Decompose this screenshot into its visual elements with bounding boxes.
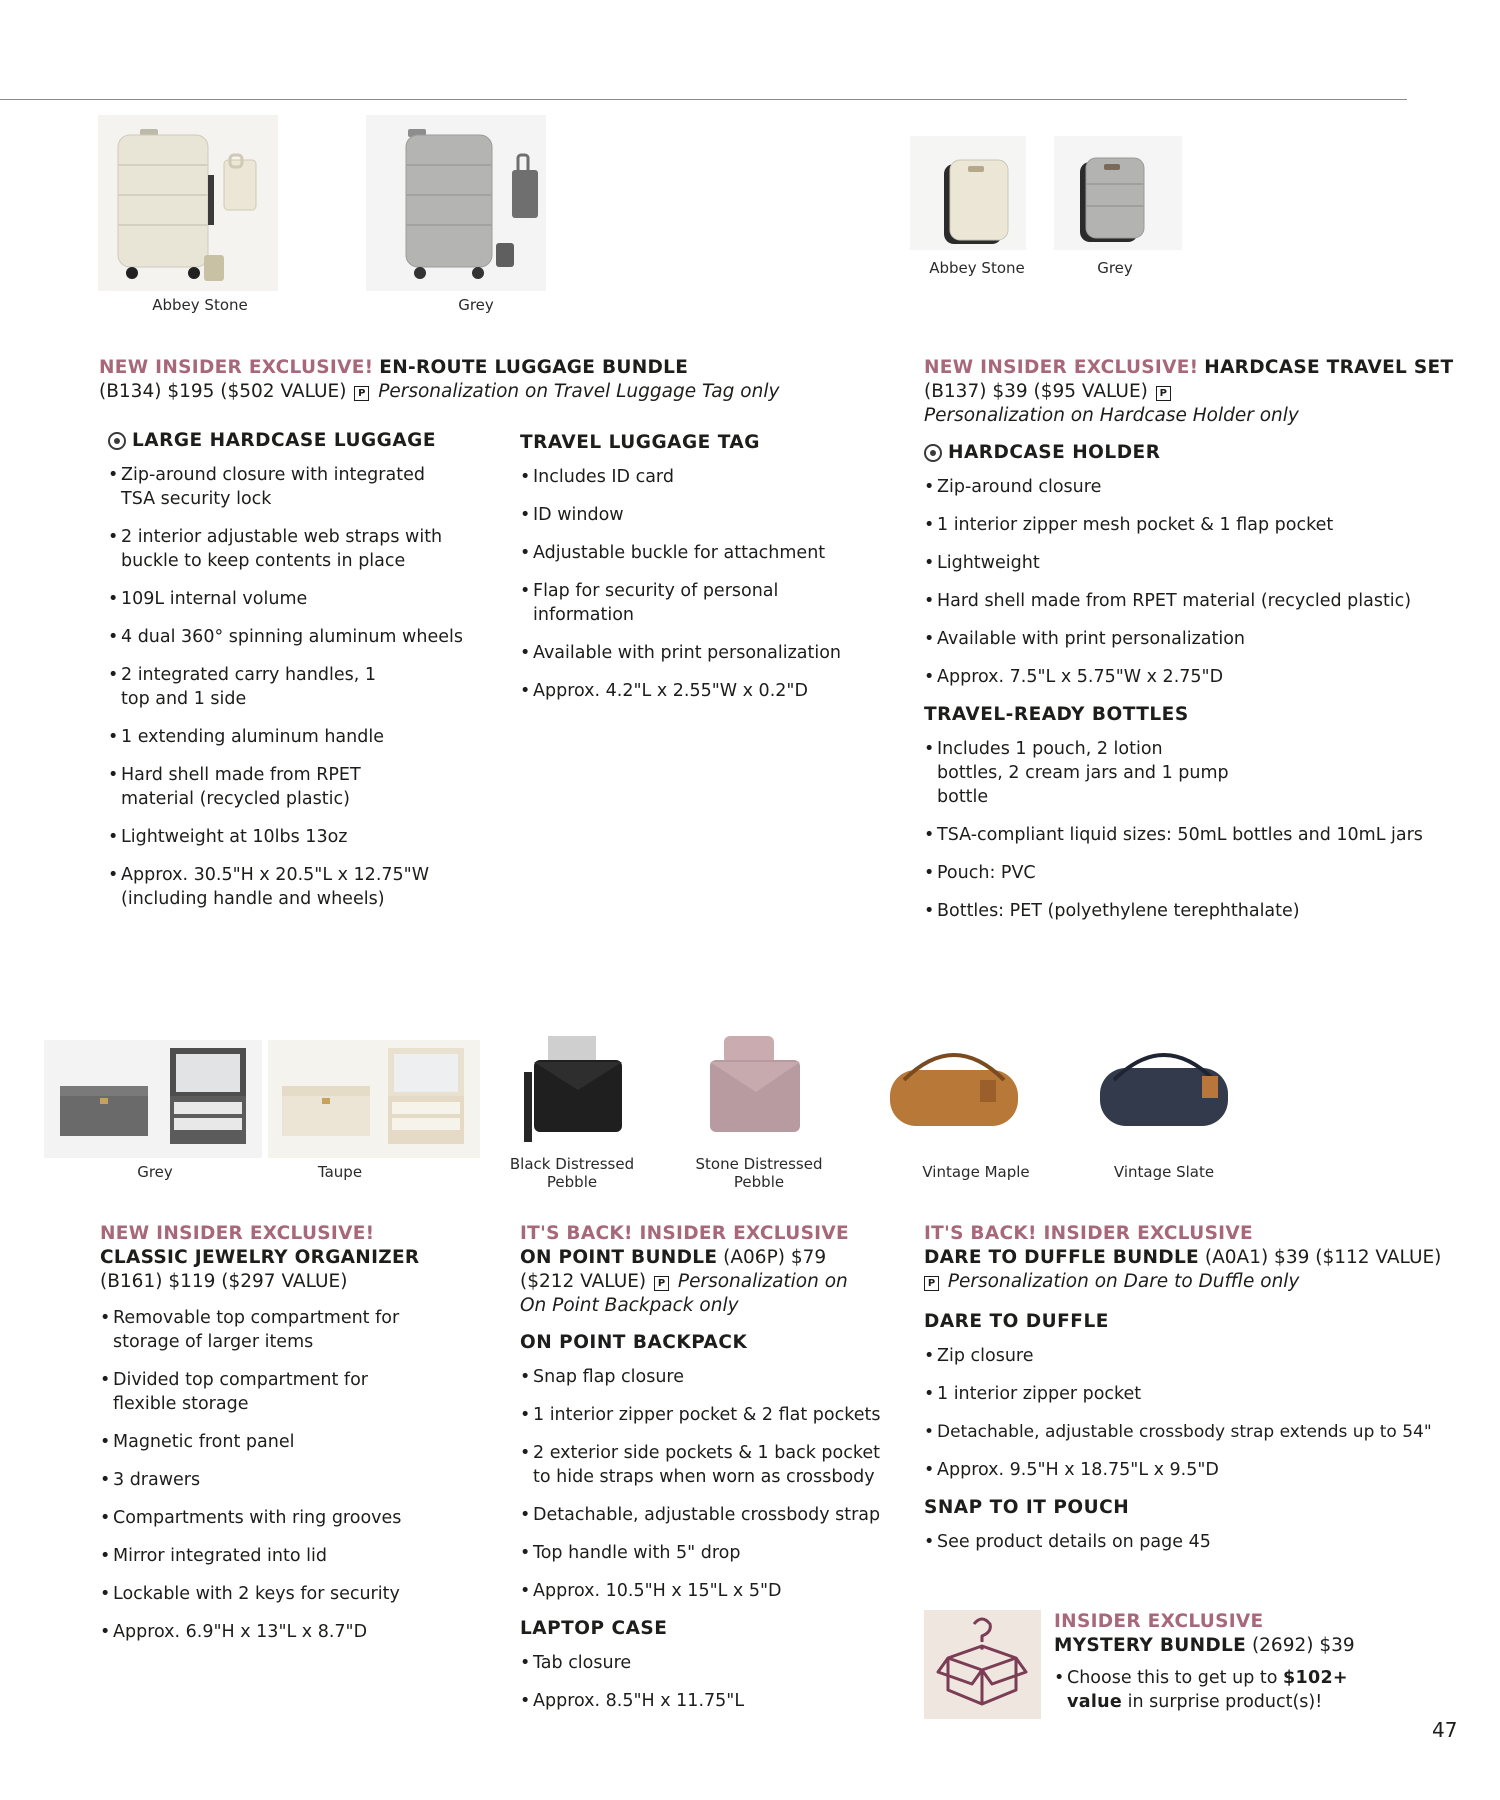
jewelry-code-price: (B161) $119 ($297 VALUE) bbox=[100, 1271, 348, 1292]
jewelry-organizer-section bbox=[100, 1222, 460, 1644]
personalization-icon: P bbox=[1156, 386, 1171, 401]
hardcase-holder-title: HARDCASE HOLDER bbox=[948, 442, 1161, 463]
list-item: • ID window bbox=[520, 503, 880, 527]
mystery-bullet-post: in surprise product(s)! bbox=[1127, 1692, 1323, 1712]
list-item: • Detachable, adjustable crossbody strap bbox=[520, 1503, 890, 1527]
jewelry-taupe-photo bbox=[268, 1040, 480, 1158]
list-item: • Compartments with ring grooves bbox=[100, 1506, 460, 1530]
page-number: 47 bbox=[1432, 1718, 1458, 1742]
duffle-tag: IT'S BACK! INSIDER EXCLUSIVE bbox=[924, 1223, 1253, 1244]
list-item: • Bottles: PET (polyethylene terephthalate) bbox=[924, 899, 1434, 923]
duffle-code-price: (A0A1) $39 ($112 VALUE) bbox=[1204, 1247, 1442, 1268]
large-hardcase-luggage-list bbox=[108, 463, 478, 911]
list-item: • Approx. 9.5"H x 18.75"L x 9.5"D bbox=[924, 1458, 1444, 1482]
luggage-bundle-header bbox=[99, 356, 799, 404]
list-item: • 2 interior adjustable web straps with buckle to keep contents in place bbox=[108, 525, 478, 573]
list-item: • Available with print personalization bbox=[520, 641, 880, 665]
list-item: • Adjustable buckle for attachment bbox=[520, 541, 880, 565]
list-item: • Zip-around closure with integrated TSA security lock bbox=[108, 463, 478, 511]
snap-to-it-pouch-title: SNAP TO IT POUCH bbox=[924, 1497, 1130, 1518]
list-item: • Approx. 4.2"L x 2.55"W x 0.2"D bbox=[520, 679, 880, 703]
on-point-tag: IT'S BACK! INSIDER EXCLUSIVE bbox=[520, 1223, 849, 1244]
duffle-slate-caption: Vintage Slate bbox=[1113, 1163, 1215, 1181]
list-item: • Hard shell made from RPET material (recycled plastic) bbox=[108, 763, 478, 811]
on-point-personalization: Personalization on On Point Backpack only bbox=[520, 1271, 848, 1316]
travel-set-tag: NEW INSIDER EXCLUSIVE! bbox=[924, 357, 1199, 378]
list-item: • 1 interior zipper mesh pocket & 1 flap pocket bbox=[924, 513, 1434, 537]
personalization-icon: P bbox=[654, 1276, 669, 1291]
list-item: • Hard shell made from RPET material (recycled plastic) bbox=[924, 589, 1434, 613]
list-item bbox=[1054, 1666, 1394, 1714]
personalization-icon: P bbox=[354, 386, 369, 401]
backpack-stone-caption: Stone Distressed Pebble bbox=[695, 1155, 823, 1191]
mystery-name: MYSTERY BUNDLE bbox=[1054, 1635, 1247, 1656]
list-item: • 1 interior zipper pocket & 2 flat pockets bbox=[520, 1403, 890, 1427]
list-item: • Lightweight bbox=[924, 551, 1434, 575]
list-item: • Approx. 30.5"H x 20.5"L x 12.75"W (including handle and wheels) bbox=[108, 863, 478, 911]
backpack-black-photo bbox=[516, 1032, 634, 1154]
travel-ready-bottles-title: TRAVEL-READY BOTTLES bbox=[924, 704, 1189, 725]
list-item: • Mirror integrated into lid bbox=[100, 1544, 460, 1568]
travel-luggage-tag-section bbox=[520, 431, 880, 703]
top-rule bbox=[0, 99, 1407, 100]
luggage-abbey-stone-caption: Abbey Stone bbox=[152, 296, 248, 314]
luggage-grey-photo bbox=[366, 115, 546, 291]
mystery-bundle-section bbox=[1054, 1610, 1394, 1714]
mystery-tag: INSIDER EXCLUSIVE bbox=[1054, 1611, 1264, 1632]
jewelry-grey-caption: Grey bbox=[137, 1163, 173, 1181]
list-item: • Includes 1 pouch, 2 lotion bottles, 2 cream jars and 1 pump bottle bbox=[924, 737, 1434, 809]
list-item: • Zip closure bbox=[924, 1344, 1444, 1368]
list-item: • Pouch: PVC bbox=[924, 861, 1434, 885]
jewelry-name: CLASSIC JEWELRY ORGANIZER bbox=[100, 1247, 420, 1268]
luggage-bundle-code-price: (B134) $195 ($502 VALUE) bbox=[99, 381, 347, 402]
backpack-black-caption: Black Distressed Pebble bbox=[509, 1155, 635, 1191]
hardcase-holder-section bbox=[924, 441, 1434, 923]
list-item: • 2 exterior side pockets & 1 back pocket to hide straps when worn as crossbody bbox=[520, 1441, 890, 1489]
list-item: • 1 interior zipper pocket bbox=[924, 1382, 1444, 1406]
luggage-grey-caption: Grey bbox=[458, 296, 494, 314]
list-item: • Tab closure bbox=[520, 1651, 890, 1675]
laptop-case-title: LAPTOP CASE bbox=[520, 1618, 668, 1639]
list-item: • Top handle with 5" drop bbox=[520, 1541, 890, 1565]
list-item: • 109L internal volume bbox=[108, 587, 478, 611]
list-item: • Divided top compartment for flexible storage bbox=[100, 1368, 460, 1416]
list-item: • 2 integrated carry handles, 1 top and 1 side bbox=[108, 663, 478, 711]
recycle-icon bbox=[924, 444, 942, 462]
list-item: • Approx. 8.5"H x 11.75"L bbox=[520, 1689, 890, 1713]
list-item: • Available with print personalization bbox=[924, 627, 1434, 651]
travel-set-personalization: Personalization on Hardcase Holder only bbox=[924, 405, 1299, 426]
hardcase-abbey-stone-photo bbox=[910, 136, 1026, 250]
dare-to-duffle-title: DARE TO DUFFLE bbox=[924, 1311, 1109, 1332]
list-item: • See product details on page 45 bbox=[924, 1530, 1444, 1554]
laptop-case-list bbox=[520, 1651, 890, 1713]
dare-to-duffle-list bbox=[924, 1344, 1444, 1482]
on-point-code-price: (A06P) $79 ($212 VALUE) bbox=[520, 1247, 827, 1292]
on-point-header bbox=[520, 1222, 870, 1318]
duffle-slate-photo bbox=[1090, 1040, 1238, 1144]
hardcase-grey-photo bbox=[1054, 136, 1182, 250]
duffle-maple-caption: Vintage Maple bbox=[922, 1163, 1030, 1181]
duffle-header bbox=[924, 1222, 1464, 1294]
list-item: • Flap for security of personal information bbox=[520, 579, 880, 627]
hardcase-holder-list bbox=[924, 475, 1434, 689]
duffle-name: DARE TO DUFFLE BUNDLE bbox=[924, 1247, 1199, 1268]
jewelry-list bbox=[100, 1306, 460, 1644]
travel-luggage-tag-title: TRAVEL LUGGAGE TAG bbox=[520, 432, 760, 453]
travel-ready-bottles-list bbox=[924, 737, 1434, 923]
travel-set-name: HARDCASE TRAVEL SET bbox=[1204, 357, 1454, 378]
travel-luggage-tag-list bbox=[520, 465, 880, 703]
travel-set-code-price: (B137) $39 ($95 VALUE) bbox=[924, 381, 1148, 402]
large-hardcase-luggage-title: LARGE HARDCASE LUGGAGE bbox=[132, 430, 436, 451]
hardcase-abbey-stone-caption: Abbey Stone bbox=[929, 259, 1025, 277]
luggage-abbey-stone-photo bbox=[98, 115, 278, 291]
backpack-stone-photo bbox=[694, 1032, 814, 1154]
list-item: • Snap flap closure bbox=[520, 1365, 890, 1389]
snap-to-it-pouch-list bbox=[924, 1530, 1444, 1554]
mystery-list bbox=[1054, 1666, 1394, 1714]
on-point-backpack-section bbox=[520, 1331, 890, 1713]
jewelry-grey-photo bbox=[44, 1040, 262, 1158]
on-point-name: ON POINT BUNDLE bbox=[520, 1247, 718, 1268]
large-hardcase-luggage-section bbox=[108, 429, 478, 911]
mystery-bullet-pre: Choose this to get up to bbox=[1067, 1668, 1278, 1688]
dare-to-duffle-section bbox=[924, 1310, 1444, 1554]
jewelry-tag: NEW INSIDER EXCLUSIVE! bbox=[100, 1223, 375, 1244]
on-point-backpack-list bbox=[520, 1365, 890, 1603]
personalization-icon: P bbox=[924, 1276, 939, 1291]
list-item: • Lightweight at 10lbs 13oz bbox=[108, 825, 478, 849]
mystery-code-price: (2692) $39 bbox=[1251, 1635, 1355, 1656]
jewelry-taupe-caption: Taupe bbox=[317, 1163, 363, 1181]
list-item: • Lockable with 2 keys for security bbox=[100, 1582, 460, 1606]
duffle-personalization: Personalization on Dare to Duffle only bbox=[947, 1271, 1300, 1292]
duffle-maple-photo bbox=[884, 1040, 1024, 1144]
list-item: • TSA-compliant liquid sizes: 50mL bottles and 10mL jars bbox=[924, 823, 1434, 847]
list-item: • Detachable, adjustable crossbody strap extends up to 54" bbox=[924, 1420, 1444, 1444]
list-item: • Approx. 10.5"H x 15"L x 5"D bbox=[520, 1579, 890, 1603]
luggage-bundle-tag: NEW INSIDER EXCLUSIVE! bbox=[99, 357, 374, 378]
list-item: • 1 extending aluminum handle bbox=[108, 725, 478, 749]
travel-set-header bbox=[924, 356, 1484, 428]
mystery-box-icon bbox=[924, 1610, 1041, 1719]
list-item: • Magnetic front panel bbox=[100, 1430, 460, 1454]
list-item: • Approx. 7.5"L x 5.75"W x 2.75"D bbox=[924, 665, 1434, 689]
hardcase-grey-caption: Grey bbox=[1097, 259, 1133, 277]
recycle-icon bbox=[108, 432, 126, 450]
luggage-bundle-personalization: Personalization on Travel Luggage Tag only bbox=[378, 381, 780, 402]
list-item: • 3 drawers bbox=[100, 1468, 460, 1492]
list-item: • 4 dual 360° spinning aluminum wheels bbox=[108, 625, 478, 649]
list-item: • Zip-around closure bbox=[924, 475, 1434, 499]
list-item: • Removable top compartment for storage of larger items bbox=[100, 1306, 460, 1354]
list-item: • Includes ID card bbox=[520, 465, 880, 489]
list-item: • Approx. 6.9"H x 13"L x 8.7"D bbox=[100, 1620, 460, 1644]
mystery-bullet-value: $102+ value bbox=[1067, 1668, 1348, 1712]
luggage-bundle-name: EN-ROUTE LUGGAGE BUNDLE bbox=[379, 357, 689, 378]
on-point-backpack-title: ON POINT BACKPACK bbox=[520, 1332, 748, 1353]
